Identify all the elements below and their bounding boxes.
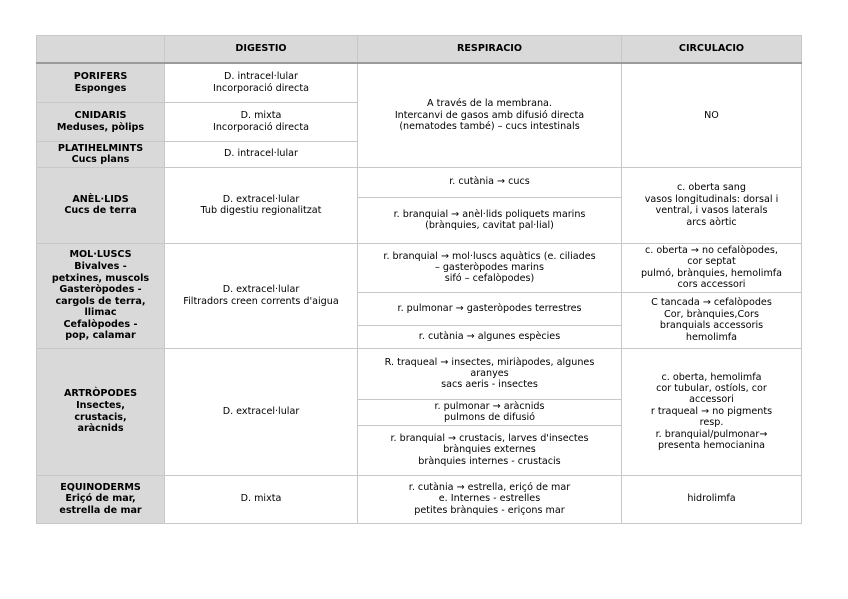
group-artropodes: ARTRÒPODES Insectes, crustacis, aràcnids <box>37 348 165 475</box>
group-cnidaris: CNIDARIS Meduses, pòlips <box>37 102 165 141</box>
table-row <box>37 167 802 197</box>
circulacio-simple: NO <box>622 63 802 167</box>
respiracio-artropodes-2: r. pulmonar → aràcnids pulmons de difusió <box>358 399 622 425</box>
digestio-artropodes: D. extracel·lular <box>165 348 358 475</box>
animal-physiology-table <box>36 35 802 524</box>
header-row <box>37 36 802 64</box>
respiracio-artropodes-3: r. branquial → crustacis, larves d'insectes brànquies externes brànquies internes - crustacis <box>358 425 622 475</box>
respiracio-molluscs-1: r. branquial → mol·luscs aquàtics (e. ciliades – gasteròpodes marins sifó – cefalòpodes) <box>358 243 622 292</box>
digestio-platihelmints: D. intracel·lular <box>165 141 358 167</box>
digestio-porifers: D. intracel·lular Incorporació directa <box>165 63 358 102</box>
respiracio-anelids-1: r. cutània → cucs <box>358 167 622 197</box>
header-digestio: DIGESTIO <box>165 36 358 64</box>
respiracio-artropodes-1: R. traqueal → insectes, miriàpodes, algunes aranyes sacs aeris - insectes <box>358 348 622 399</box>
table-row <box>37 475 802 523</box>
digestio-equinoderms: D. mixta <box>165 475 358 523</box>
respiracio-molluscs-2: r. pulmonar → gasteròpodes terrestres <box>358 292 622 325</box>
circulacio-equinoderms: hidrolimfa <box>622 475 802 523</box>
respiracio-simple: A través de la membrana. Intercanvi de gasos amb difusió directa (nematodes també) – cucs intestinals <box>358 63 622 167</box>
header-group <box>37 36 165 64</box>
group-molluscs: MOL·LUSCS Bivalves - petxines, muscols Gasteròpodes - cargols de terra, llimac Cefalòpodes - pop, calamar <box>37 243 165 348</box>
group-equinoderms: EQUINODERMS Eriçó de mar, estrella de mar <box>37 475 165 523</box>
group-platihelmints: PLATIHELMINTS Cucs plans <box>37 141 165 167</box>
table-row <box>37 243 802 292</box>
digestio-anelids: D. extracel·lular Tub digestiu regionalitzat <box>165 167 358 243</box>
digestio-cnidaris: D. mixta Incorporació directa <box>165 102 358 141</box>
group-porifers: PORIFERS Esponges <box>37 63 165 102</box>
table-row <box>37 348 802 399</box>
circulacio-anelids: c. oberta sang vasos longitudinals: dorsal i ventral, i vasos laterals arcs aòrtic <box>622 167 802 243</box>
table-row <box>37 63 802 102</box>
respiracio-anelids-2: r. branquial → anèl·lids poliquets marins (brànquies, cavitat pal·lial) <box>358 197 622 243</box>
circulacio-molluscs-2: C tancada → cefalòpodes Cor, brànquies,Cors branquials accessoris hemolimfa <box>622 292 802 348</box>
header-respiracio: RESPIRACIO <box>358 36 622 64</box>
respiracio-equinoderms: r. cutània → estrella, eriçó de mar e. Internes - estrelles petites brànquies - eriçons mar <box>358 475 622 523</box>
digestio-molluscs: D. extracel·lular Filtradors creen corrents d'aigua <box>165 243 358 348</box>
header-circulacio: CIRCULACIO <box>622 36 802 64</box>
circulacio-molluscs-1: c. oberta → no cefalòpodes, cor septat pulmó, brànquies, hemolimfa cors accessori <box>622 243 802 292</box>
circulacio-artropodes: c. oberta, hemolimfa cor tubular, ostíols, cor accessori r traqueal → no pigments resp. r. branquial/pulmonar→ presenta hemocianina <box>622 348 802 475</box>
respiracio-molluscs-3: r. cutània → algunes espècies <box>358 325 622 348</box>
group-anelids: ANÈL·LIDS Cucs de terra <box>37 167 165 243</box>
